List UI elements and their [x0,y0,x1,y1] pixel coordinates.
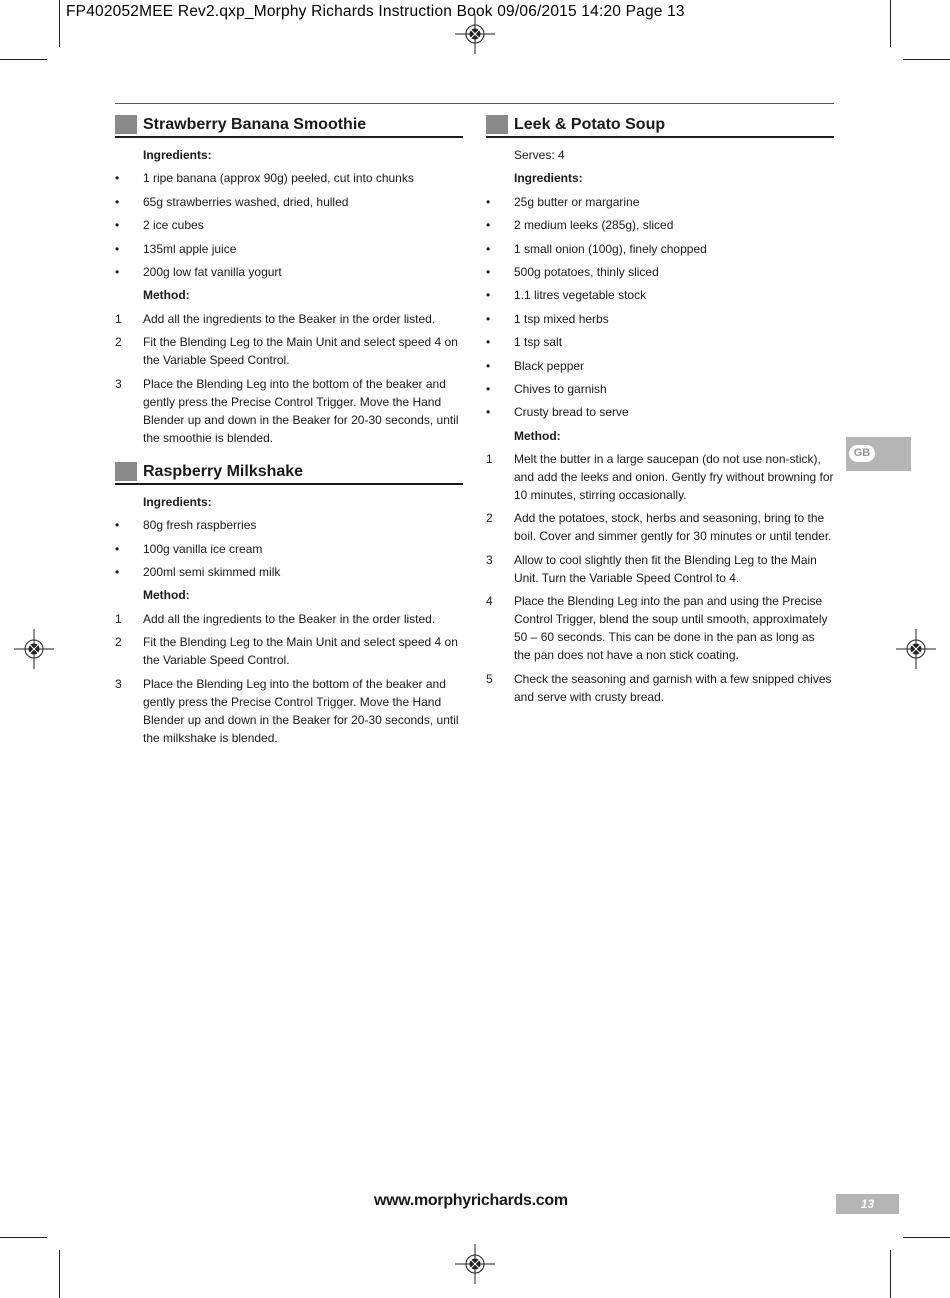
line-text: Add all the ingredients to the Beaker in the order listed. [143,311,436,326]
bullet-marker: • [115,264,120,279]
line-text: 2 medium leeks (285g), sliced [514,218,674,233]
recipe-title: Leek & Potato Soup [514,116,666,133]
crop-mark [890,1250,891,1298]
subheading [115,493,463,511]
line-text: Method: [143,288,190,303]
method-step [486,670,834,706]
line-text: 500g potatoes, thinly sliced [514,264,659,279]
bullet-marker: • [115,518,120,533]
ingredient-item [115,540,463,558]
subheading [486,427,834,445]
bullet-marker: • [115,218,120,233]
recipe-heading [115,461,463,485]
crop-mark [59,0,60,47]
line-text: 1 tsp salt [514,335,563,350]
recipe-heading [486,114,834,138]
step-number: 1 [115,311,122,326]
crop-mark [59,1250,60,1298]
line-text: Fit the Blending Leg to the Main Unit and select speed 4 on the Variable Speed Control. [143,635,458,668]
line-text: 200ml semi skimmed milk [143,565,281,580]
bullet-marker: • [486,264,491,279]
bullet-marker: • [486,241,491,256]
ingredient-item [486,240,834,258]
line-text: 80g fresh raspberries [143,518,257,533]
footer-url: www.morphyrichards.com [374,1192,568,1209]
bullet-marker: • [115,565,120,580]
method-step [115,610,463,628]
bullet-marker: • [486,288,491,303]
registration-mark-icon [455,1244,495,1284]
line-text: 25g butter or margarine [514,194,640,209]
method-step [486,509,834,545]
right-column [486,114,834,711]
step-number: 1 [486,452,493,467]
step-number: 2 [115,635,122,650]
step-number: 3 [115,676,122,691]
ingredient-item [486,357,834,375]
crop-mark [0,1237,47,1238]
crop-mark [903,59,950,60]
line-text: 1 small onion (100g), finely chopped [514,241,707,256]
bullet-marker: • [486,358,491,373]
bullet-marker: • [486,218,491,233]
step-number: 2 [486,511,493,526]
line-text: Allow to cool slightly then fit the Blending Leg to the Main Unit. Turn the Variable Speed Control to 4. [514,552,817,585]
ingredient-item [486,193,834,211]
step-number: 5 [486,671,493,686]
line-text: Place the Blending Leg into the pan and using the Precise Control Trigger, blend the soup until smooth, approximately 50 – 60 seconds. This can be done in the pan as long as the pan does not have a non stick coating. [514,594,828,663]
line-text: Fit the Blending Leg to the Main Unit and select speed 4 on the Variable Speed Control. [143,335,458,368]
recipe-heading [115,114,463,138]
language-tab [846,437,911,471]
bullet-marker: • [486,405,491,420]
ingredient-item [115,563,463,581]
crop-mark [890,0,891,47]
line-text: 2 ice cubes [143,218,204,233]
line-text: Add all the ingredients to the Beaker in the order listed. [143,611,436,626]
line-text: Melt the butter in a large saucepan (do not use non-stick), and add the leeks and onion. Gently fry without browning for 10 minutes, stirring occasionally. [514,452,834,503]
bullet-marker: • [115,171,120,186]
text-line [486,146,834,164]
line-text: Black pepper [514,358,585,373]
crop-mark [903,1237,950,1238]
line-text: Check the seasoning and garnish with a few snipped chives and serve with crusty bread. [514,671,832,704]
line-text: 65g strawberries washed, dried, hulled [143,194,349,209]
line-text: Place the Blending Leg into the bottom of the beaker and gently press the Precise Control Trigger. Move the Hand Blender up and down in the Beaker for 20-30 seconds, until the milkshake is blended. [143,676,459,745]
line-text: 200g low fat vanilla yogurt [143,264,282,279]
method-step [486,551,834,587]
registration-mark-icon [14,629,54,669]
method-step [115,310,463,328]
bullet-marker: • [486,311,491,326]
heading-marker-block [115,115,137,134]
method-step [115,333,463,369]
method-step [115,375,463,447]
method-step [115,633,463,669]
heading-marker-block [115,462,137,481]
line-text: Ingredients: [143,148,212,162]
registration-mark-icon [455,14,495,54]
bullet-marker: • [486,335,491,350]
step-number: 3 [486,552,493,567]
line-text: 135ml apple juice [143,241,237,256]
line-text: Method: [143,588,190,603]
page-number: 13 [836,1194,899,1214]
ingredient-item [115,216,463,234]
heading-marker-block [486,115,508,134]
line-text: Method: [514,428,561,443]
subheading [115,586,463,604]
section-gap [115,452,463,461]
line-text: Add the potatoes, stock, herbs and seasoning, bring to the boil. Cover and simmer gently for 30 minutes or until tender. [514,511,832,544]
line-text: Ingredients: [514,171,583,186]
crop-mark [0,59,47,60]
step-number: 3 [115,376,122,391]
ingredient-item [486,333,834,351]
bullet-marker: • [115,241,120,256]
ingredient-item [486,263,834,281]
line-text: Place the Blending Leg into the bottom of the beaker and gently press the Precise Control Trigger. Move the Hand Blender up and down in the Beaker for 20-30 seconds, until the smoothie is blended. [143,376,459,445]
recipe-title: Strawberry Banana Smoothie [143,116,367,133]
bullet-marker: • [115,194,120,209]
registration-mark-icon [896,629,936,669]
ingredient-item [115,240,463,258]
method-step [486,592,834,664]
ingredient-item [115,169,463,187]
bullet-marker: • [115,541,120,556]
step-number: 2 [115,335,122,350]
bullet-marker: • [486,194,491,209]
ingredient-item [115,516,463,534]
line-text: 1.1 litres vegetable stock [514,288,647,303]
subheading [486,169,834,187]
left-column [115,114,463,752]
method-step [486,450,834,504]
method-step [115,675,463,747]
ingredient-item [115,263,463,281]
line-text: 1 tsp mixed herbs [514,311,609,326]
ingredient-item [486,403,834,421]
language-tab-label: GB [849,445,875,462]
step-number: 4 [486,594,493,609]
ingredient-item [486,380,834,398]
subheading [115,146,463,164]
ingredient-item [115,193,463,211]
print-slug-line: FP402052MEE Rev2.qxp_Morphy Richards Instruction Book 09/06/2015 14:20 Page 13 [66,3,685,20]
line-text: 1 ripe banana (approx 90g) peeled, cut into chunks [143,171,414,186]
step-number: 1 [115,611,122,626]
ingredient-item [486,216,834,234]
line-text: Chives to garnish [514,381,607,396]
bullet-marker: • [486,381,491,396]
line-text: Ingredients: [143,494,212,509]
top-rule [115,103,834,104]
line-text: Crusty bread to serve [514,405,629,420]
line-text: 100g vanilla ice cream [143,541,263,556]
ingredient-item [486,310,834,328]
line-text: Serves: 4 [514,148,565,162]
recipe-title: Raspberry Milkshake [143,462,304,480]
subheading [115,286,463,304]
ingredient-item [486,286,834,304]
